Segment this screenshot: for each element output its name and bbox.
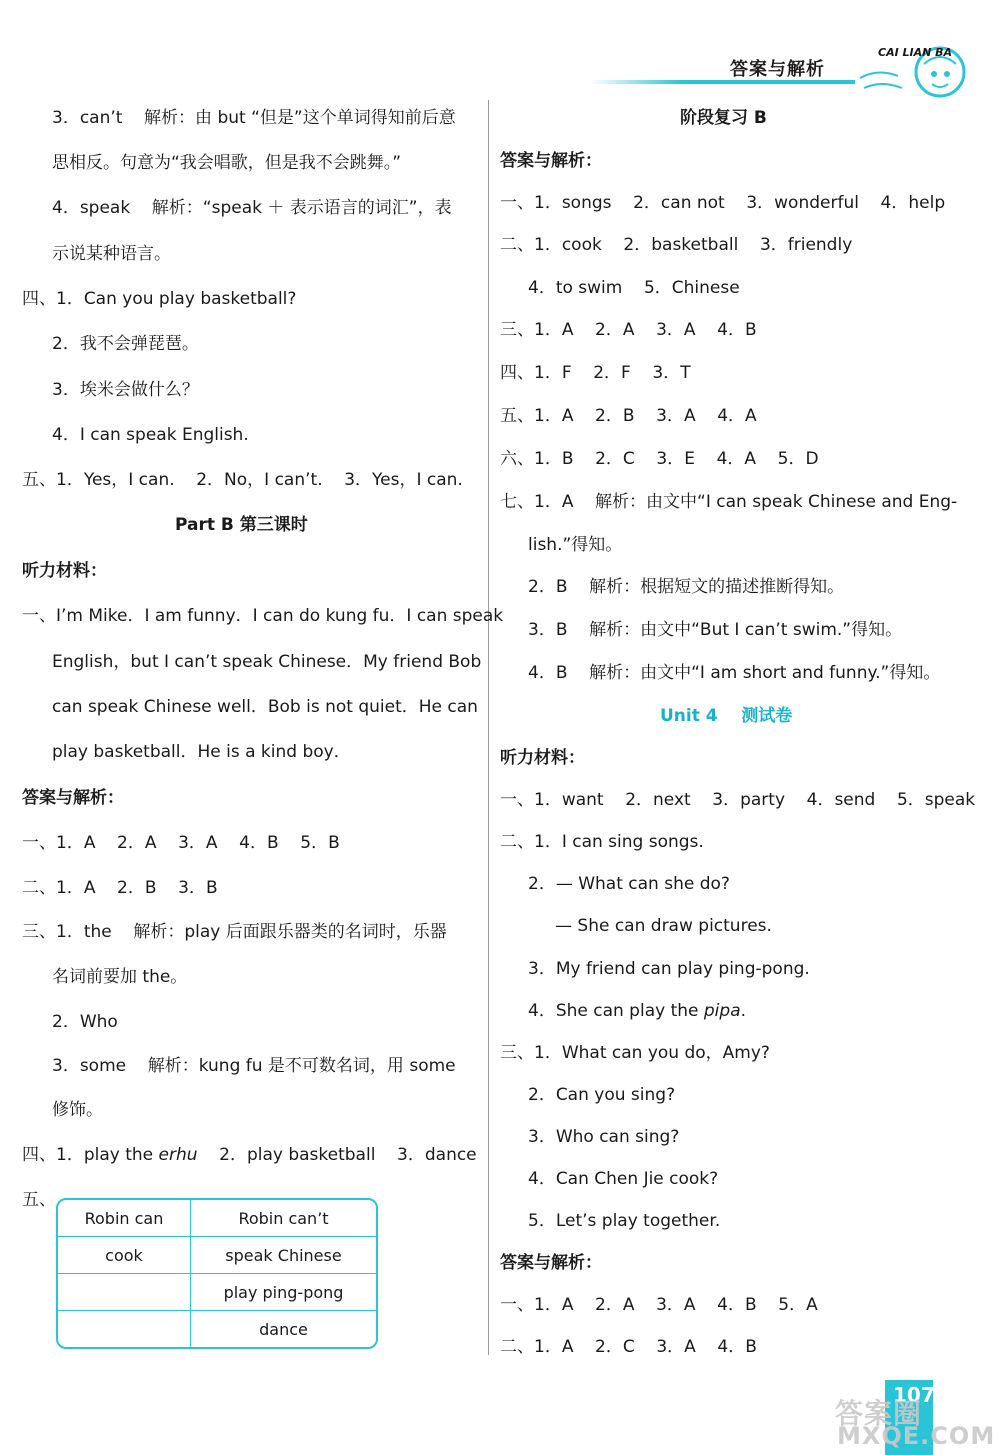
right-line: 二、1．A 2．C 3．A 4．B	[500, 1337, 757, 1357]
section-heading: 听力材料：	[22, 561, 107, 581]
right-line: 2．Can you sing?	[528, 1085, 676, 1105]
left-line: 4．I can speak English.	[52, 425, 249, 445]
table-row	[58, 1237, 376, 1274]
left-text: 四、1．play the	[22, 1145, 159, 1165]
left-line: can speak Chinese well．Bob is not quiet．He can	[52, 697, 478, 717]
right-line: 一、1．songs 2．can not 3．wonderful 4．help	[500, 193, 946, 213]
right-line: 五、1．A 2．B 3．A 4．A	[500, 406, 757, 426]
page-number: 107	[893, 1383, 935, 1407]
right-line: 六、1．B 2．C 3．E 4．A 5．D	[500, 449, 819, 469]
left-line: 3．埃米会做什么？	[52, 380, 199, 400]
right-line: 三、1．A 2．A 3．A 4．B	[500, 320, 757, 340]
section-heading: 阶段复习 B	[680, 108, 767, 128]
left-line: English，but I can’t speak Chinese．My friend Bob	[52, 652, 482, 672]
right-line: 二、1．I can sing songs.	[500, 832, 704, 852]
section-heading: 听力材料：	[500, 748, 585, 768]
table-row	[58, 1274, 376, 1311]
left-line: 一、1．A 2．A 3．A 4．B 5．B	[22, 833, 340, 853]
right-line	[528, 999, 746, 1023]
section-heading: 答案与解析：	[500, 151, 602, 171]
table-cell	[58, 1311, 191, 1347]
table-header: Robin can	[58, 1200, 191, 1237]
logo-text: CAI LIAN BA	[878, 46, 953, 59]
right-line: — She can draw pictures.	[555, 916, 772, 936]
right-text: 4．She can play the	[528, 1001, 704, 1021]
left-line: 二、1．A 2．B 3．B	[22, 878, 218, 898]
right-line: 4．B 解析：由文中“I am short and funny.”得知。	[528, 663, 941, 683]
right-line: 3．Who can sing?	[528, 1127, 680, 1147]
right-line: 2．— What can she do?	[528, 874, 730, 894]
left-line: 2．Who	[52, 1012, 118, 1032]
left-line: 五、1．Yes，I can. 2．No，I can’t. 3．Yes，I can.	[22, 470, 463, 490]
left-line: 4．speak 解析：“speak ＋ 表示语言的词汇”，表	[52, 198, 452, 218]
right-text: .	[740, 1001, 747, 1021]
watermark-line: 答案圈	[835, 1397, 923, 1430]
right-line: 一、1．A 2．A 3．A 4．B 5．A	[500, 1295, 818, 1315]
left-line	[22, 1143, 477, 1167]
right-line: 四、1．F 2．F 3．T	[500, 363, 691, 383]
section-heading: 答案与解析：	[22, 788, 124, 808]
left-line: 2．我不会弹琵琶。	[52, 334, 199, 354]
italic-word: pipa	[703, 1001, 741, 1021]
right-line: 一、1．want 2．next 3．party 4．send 5．speak	[500, 790, 976, 810]
right-line: lish.”得知。	[528, 535, 623, 555]
table-header: Robin can’t	[191, 1200, 376, 1237]
table-cell: dance	[259, 1319, 308, 1339]
left-line: 四、1．Can you play basketball?	[22, 289, 297, 309]
section-heading: Part B 第三课时	[175, 515, 308, 535]
right-line: 3．My friend can play ping-pong.	[528, 959, 810, 979]
right-line: 5．Let’s play together.	[528, 1211, 721, 1231]
left-line: 名词前要加 the。	[52, 967, 188, 987]
left-line: 五、	[22, 1190, 56, 1210]
header-title: 答案与解析	[730, 59, 825, 80]
left-text: 2．play basketball 3．dance	[197, 1145, 477, 1165]
left-line: 3．can’t 解析：由 but “但是”这个单词得知前后意	[52, 108, 456, 128]
column-divider	[488, 100, 489, 1355]
section-heading: 答案与解析：	[500, 1253, 602, 1273]
robin-table	[56, 1198, 378, 1349]
left-line: 思相反。句意为“我会唱歌，但是我不会跳舞。”	[52, 153, 402, 173]
table-cell	[58, 1274, 191, 1311]
unit-heading: Unit 4 测试卷	[660, 706, 793, 726]
table-cell: speak Chinese	[191, 1237, 376, 1274]
watermark	[835, 1392, 1000, 1452]
table-cell: cook	[58, 1237, 191, 1274]
left-line: 修饰。	[52, 1100, 103, 1120]
left-line: play basketball．He is a kind boy．	[52, 742, 351, 762]
right-line: 二、1．cook 2．basketball 3．friendly	[500, 235, 853, 255]
cailianba-logo	[858, 38, 968, 108]
left-line: 一、I’m Mike．I am funny．I can do kung fu．I can speak	[22, 606, 504, 626]
left-line: 3．some 解析：kung fu 是不可数名词，用 some	[52, 1056, 456, 1076]
left-line: 示说某种语言。	[52, 244, 171, 264]
right-line: 三、1．What can you do，Amy?	[500, 1043, 770, 1063]
italic-word: erhu	[158, 1145, 198, 1165]
right-line: 七、1．A 解析：由文中“I can speak Chinese and Eng-	[500, 492, 958, 512]
table-header-row	[58, 1200, 376, 1237]
right-line: 4．to swim 5．Chinese	[528, 278, 740, 298]
left-line: 三、1．the 解析：play 后面跟乐器类的名词时，乐器	[22, 922, 447, 942]
watermark-line: MXQE.COM	[837, 1422, 996, 1450]
table-row	[58, 1311, 376, 1347]
right-line: 3．B 解析：由文中“But I can’t swim.”得知。	[528, 620, 903, 640]
table-cell: play ping-pong	[191, 1274, 376, 1311]
right-line: 2．B 解析：根据短文的描述推断得知。	[528, 577, 845, 597]
right-line: 4．Can Chen Jie cook?	[528, 1169, 719, 1189]
